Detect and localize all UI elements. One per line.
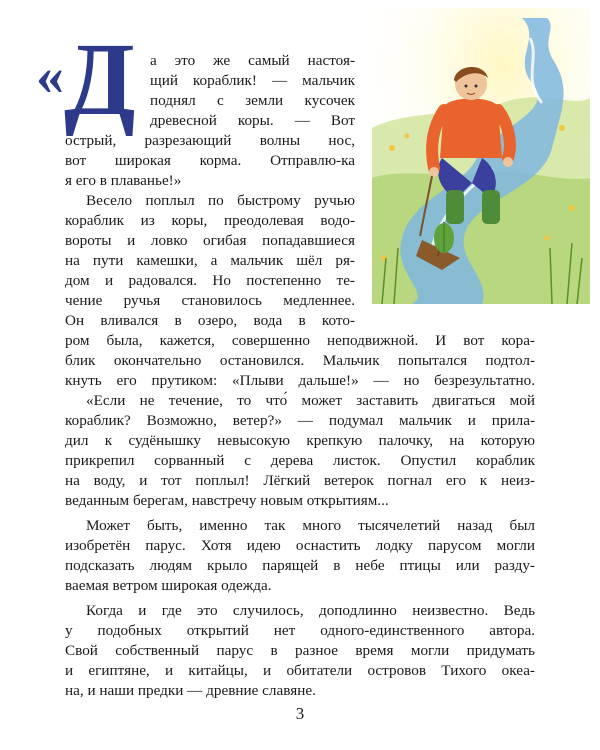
text-line: на пути камешки, а мальчик шёл ря-	[65, 252, 355, 269]
text-line: древесной коры. — Вот	[150, 112, 355, 129]
boy-with-boat-illustration	[372, 8, 590, 304]
text-line: поднял с земли кусочек	[150, 92, 355, 109]
text-line: изобретён парус. Хотя идею оснастить лодку парусом могли	[65, 537, 535, 554]
text-line: острый, разрезающий волны нос,	[65, 132, 355, 149]
text-line: кораблик? Возможно, ветер?» — подумал мальчик и прила-	[65, 412, 535, 429]
text-line: ваемая ветром широкая одежда.	[65, 577, 272, 594]
text-line: кнуть его прутиком: «Плыви дальше!» — но безрезультатно.	[65, 372, 535, 389]
text-line: Он вливался в озеро, вода в кото-	[65, 312, 355, 329]
drop-cap-letter: Д	[64, 22, 134, 137]
text-line: на, и наши предки — древние славяне.	[65, 682, 316, 699]
drop-cap	[36, 22, 134, 137]
text-line: вороты и ловко огибая попадавшиеся	[65, 232, 355, 249]
text-line: прикрепил сорванный с дерева листок. Опустил кораблик	[65, 452, 535, 469]
text-line: Когда и где это случилось, доподлинно неизвестно. Ведь	[86, 602, 535, 619]
text-line: Свой собственный парус в разное время могли придумать	[65, 642, 535, 659]
text-line: «Если не течение, то что́ может заставить двигаться мой	[86, 392, 535, 409]
text-line: дом и радовался. Но постепенно те-	[65, 272, 355, 289]
text-line: и египтяне, и китайцы, и обитатели островов Тихого океа-	[65, 662, 535, 679]
text-line: Может быть, именно так много тысячелетий назад был	[86, 517, 535, 534]
text-line: чение ручья становилось медленнее.	[65, 292, 355, 309]
text-line: у подобных открытий нет одного-единственного автора.	[65, 622, 535, 639]
drop-cap-quote: «	[36, 45, 64, 107]
text-line: ром была, кажется, совершенно неподвижной. И вот кора-	[65, 332, 535, 349]
text-line: дил к судёнышку невысокую крепкую палочку, на которую	[65, 432, 535, 449]
text-line: Весело поплыл по быстрому ручью	[86, 192, 355, 209]
text-line: кораблик из коры, преодолевая водо-	[65, 212, 355, 229]
text-line: я его в плаванье!»	[65, 172, 182, 189]
text-line: подсказать людям крыло парящей в небе птицы или разду-	[65, 557, 535, 574]
text-line: блик окончательно остановился. Мальчик попытался подтол-	[65, 352, 535, 369]
text-line: а это же самый настоя-	[150, 52, 355, 69]
page-number: 3	[295, 704, 305, 723]
text-line: на воду, и тот поплыл! Лёгкий ветерок погнал его к неиз-	[65, 472, 535, 489]
text-line: вот широкая корма. Отправлю-ка	[65, 152, 355, 169]
text-line: веданным берегам, навстречу новым открытиям...	[65, 492, 389, 509]
text-line: щий кораблик! — мальчик	[150, 72, 355, 89]
